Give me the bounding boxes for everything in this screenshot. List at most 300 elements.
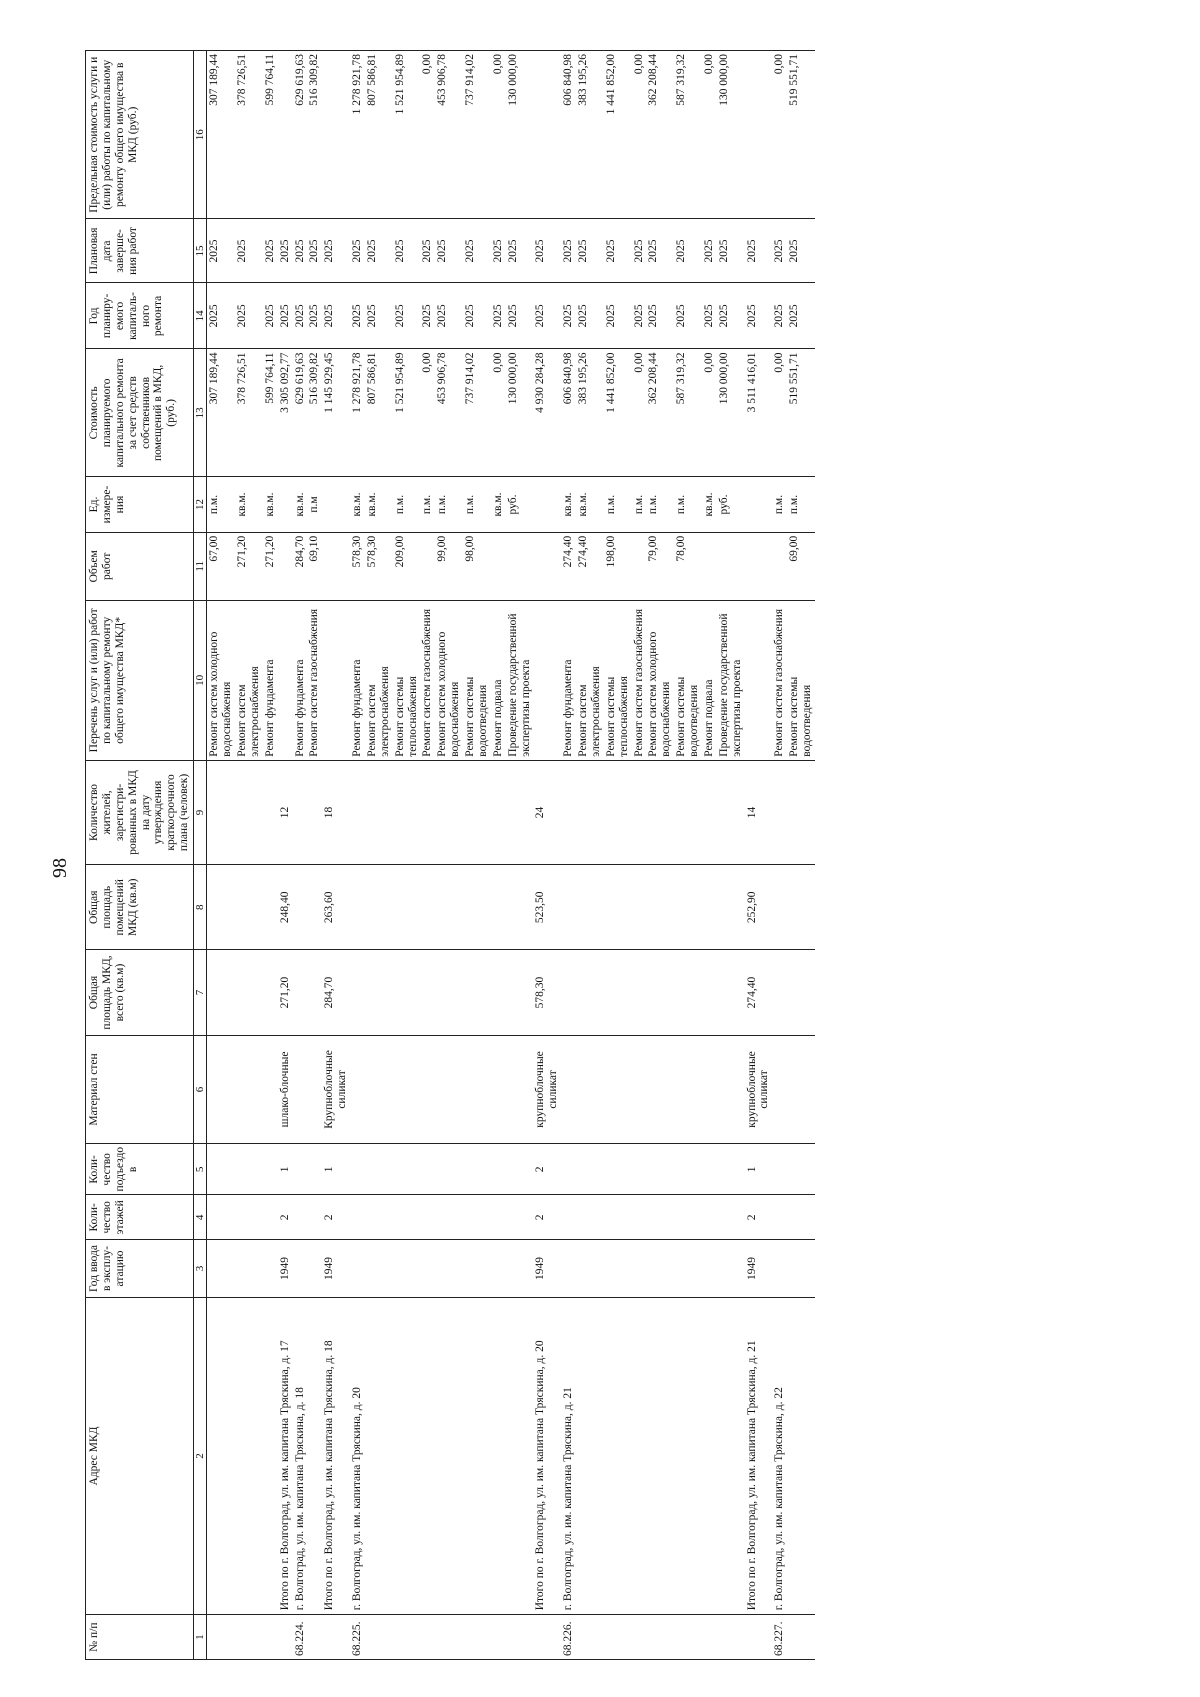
cell-unit: кв.м.	[491, 477, 506, 532]
cell-residents	[561, 760, 576, 864]
cell-total-area	[787, 950, 815, 1035]
cell-max-cost: 378 726,51	[235, 51, 263, 219]
cell-unit: п.м	[307, 477, 322, 532]
cell-planned-cost: 0,00	[702, 349, 717, 477]
cell-row-number	[491, 1615, 506, 1660]
cell-total-area	[772, 950, 787, 1035]
cell-entrances	[674, 1144, 702, 1195]
cell-year-built	[576, 1240, 604, 1298]
cell-work-type	[322, 600, 350, 760]
cell-wall-material	[307, 1035, 322, 1144]
cell-completion-date: 2025	[235, 219, 263, 283]
cell-max-cost: 0,00	[491, 51, 506, 219]
cell-total-area	[646, 950, 674, 1035]
header-num-3: 3	[194, 1240, 207, 1298]
cell-max-cost: 0,00	[702, 51, 717, 219]
cell-residents	[772, 760, 787, 864]
cell-max-cost: 587 319,32	[674, 51, 702, 219]
cell-premises-area	[576, 865, 604, 950]
cell-address: г. Волгоград, ул. им. капитана Тряскина, д. 18	[293, 1297, 308, 1615]
cell-max-cost: 737 914,02	[463, 51, 491, 219]
header-number-row	[194, 51, 207, 1660]
cell-residents	[307, 760, 322, 864]
header-col-15: Плановая дата заверше-ния работ	[86, 219, 194, 283]
header-col-16: Предельная стоимость услуги и (или) работы по капитальному ремонту общего имущества в МКД (руб.)	[86, 51, 194, 219]
cell-wall-material	[235, 1035, 263, 1144]
table-row	[293, 51, 308, 1660]
cell-max-cost: 130 000,00	[717, 51, 745, 219]
cell-completion-date: 2025	[717, 219, 745, 283]
cell-work-type	[745, 600, 773, 760]
cell-work-volume	[772, 532, 787, 600]
cell-completion-date: 2025	[420, 219, 435, 283]
cell-max-cost	[745, 51, 773, 219]
cell-floors	[604, 1195, 632, 1240]
cell-total-area	[506, 950, 534, 1035]
table-row	[533, 51, 561, 1660]
header-num-1: 1	[194, 1615, 207, 1660]
header-num-11: 11	[194, 532, 207, 600]
cell-wall-material	[772, 1035, 787, 1144]
cell-work-volume: 98,00	[463, 532, 491, 600]
cell-row-number	[278, 1615, 293, 1660]
cell-unit: п.м.	[463, 477, 491, 532]
cell-total-area: 284,70	[322, 950, 350, 1035]
cell-max-cost: 807 586,81	[365, 51, 393, 219]
cell-address	[717, 1297, 745, 1615]
cell-completion-date: 2025	[576, 219, 604, 283]
cell-planned-cost: 1 278 921,78	[350, 349, 365, 477]
cell-address	[307, 1297, 322, 1615]
cell-premises-area	[435, 865, 463, 950]
cell-work-type	[278, 600, 293, 760]
cell-floors	[772, 1195, 787, 1240]
header-num-9: 9	[194, 760, 207, 864]
cell-completion-date: 2025	[365, 219, 393, 283]
cell-residents	[632, 760, 647, 864]
header-col-10: Перечень услуг и (или) работ по капитальному ремонту общего имущества МКД*	[86, 600, 194, 760]
cell-floors	[674, 1195, 702, 1240]
cell-work-volume: 274,40	[576, 532, 604, 600]
cell-entrances	[561, 1144, 576, 1195]
cell-unit	[322, 477, 350, 532]
cell-floors: 2	[322, 1195, 350, 1240]
cell-work-volume	[322, 532, 350, 600]
cell-floors	[350, 1195, 365, 1240]
cell-floors	[506, 1195, 534, 1240]
cell-address	[207, 1297, 235, 1615]
cell-wall-material: шлако-блочные	[278, 1035, 293, 1144]
cell-planned-cost: 1 521 954,89	[393, 349, 421, 477]
cell-residents	[263, 760, 278, 864]
cell-planned-year: 2025	[463, 283, 491, 349]
cell-entrances	[506, 1144, 534, 1195]
cell-entrances	[491, 1144, 506, 1195]
cell-residents	[435, 760, 463, 864]
cell-planned-cost: 0,00	[772, 349, 787, 477]
cell-premises-area: 263,60	[322, 865, 350, 950]
table-row	[576, 51, 604, 1660]
cell-year-built	[717, 1240, 745, 1298]
table-row	[263, 51, 278, 1660]
cell-completion-date: 2025	[491, 219, 506, 283]
header-num-4: 4	[194, 1195, 207, 1240]
cell-floors	[307, 1195, 322, 1240]
cell-address: г. Волгоград, ул. им. капитана Тряскина, д. 20	[350, 1297, 365, 1615]
cell-row-number	[463, 1615, 491, 1660]
cell-total-area	[350, 950, 365, 1035]
cell-entrances	[293, 1144, 308, 1195]
table-row	[632, 51, 647, 1660]
cell-year-built	[293, 1240, 308, 1298]
cell-address: Итого по г. Волгоград, ул. им. капитана Тряскина, д. 21	[745, 1297, 773, 1615]
cell-planned-cost: 629 619,63	[293, 349, 308, 477]
cell-year-built	[632, 1240, 647, 1298]
header-col-13: Стоимость планируемого капитального ремонта за счет средств собственников помещений в МКД, (руб.)	[86, 349, 194, 477]
cell-address	[632, 1297, 647, 1615]
cell-unit	[533, 477, 561, 532]
cell-entrances	[463, 1144, 491, 1195]
cell-planned-year: 2025	[365, 283, 393, 349]
cell-entrances	[435, 1144, 463, 1195]
cell-completion-date: 2025	[463, 219, 491, 283]
cell-premises-area	[365, 865, 393, 950]
cell-work-volume: 78,00	[674, 532, 702, 600]
cell-planned-year: 2025	[533, 283, 561, 349]
cell-premises-area	[463, 865, 491, 950]
cell-planned-cost: 307 189,44	[207, 349, 235, 477]
cell-max-cost: 629 619,63	[293, 51, 308, 219]
cell-planned-year: 2025	[491, 283, 506, 349]
cell-premises-area	[561, 865, 576, 950]
cell-planned-year: 2025	[787, 283, 815, 349]
header-label-row	[86, 51, 194, 1660]
cell-planned-cost: 3 305 092,77	[278, 349, 293, 477]
cell-premises-area	[772, 865, 787, 950]
cell-premises-area	[506, 865, 534, 950]
cell-floors	[646, 1195, 674, 1240]
cell-total-area	[235, 950, 263, 1035]
cell-entrances	[646, 1144, 674, 1195]
cell-entrances: 1	[322, 1144, 350, 1195]
cell-address	[787, 1297, 815, 1615]
cell-planned-cost: 0,00	[632, 349, 647, 477]
table-row	[235, 51, 263, 1660]
table-row	[278, 51, 293, 1660]
cell-completion-date: 2025	[702, 219, 717, 283]
cell-wall-material	[350, 1035, 365, 1144]
cell-year-built	[674, 1240, 702, 1298]
cell-wall-material	[787, 1035, 815, 1144]
cell-year-built	[787, 1240, 815, 1298]
cell-work-type: Ремонт системы водоотведения	[787, 600, 815, 760]
cell-floors	[717, 1195, 745, 1240]
cell-total-area	[576, 950, 604, 1035]
cell-planned-year: 2025	[604, 283, 632, 349]
cell-unit: кв.м.	[561, 477, 576, 532]
cell-planned-cost: 737 914,02	[463, 349, 491, 477]
cell-year-built	[420, 1240, 435, 1298]
cell-max-cost: 1 521 954,89	[393, 51, 421, 219]
cell-wall-material: крупноблочные силикат	[533, 1035, 561, 1144]
cell-work-type: Ремонт систем холодного водоснабжения	[435, 600, 463, 760]
cell-floors	[420, 1195, 435, 1240]
cell-completion-date: 2025	[561, 219, 576, 283]
cell-completion-date: 2025	[322, 219, 350, 283]
table-row	[702, 51, 717, 1660]
cell-planned-year: 2025	[263, 283, 278, 349]
cell-address: Итого по г. Волгоград, ул. им. капитана Тряскина, д. 20	[533, 1297, 561, 1615]
cell-entrances	[307, 1144, 322, 1195]
cell-total-area	[420, 950, 435, 1035]
table-row	[646, 51, 674, 1660]
cell-total-area	[393, 950, 421, 1035]
cell-premises-area	[207, 865, 235, 950]
cell-row-number	[702, 1615, 717, 1660]
cell-residents	[365, 760, 393, 864]
cell-unit: п.м.	[772, 477, 787, 532]
cell-row-number	[533, 1615, 561, 1660]
cell-completion-date: 2025	[435, 219, 463, 283]
table-row	[772, 51, 787, 1660]
header-num-8: 8	[194, 865, 207, 950]
cell-wall-material	[576, 1035, 604, 1144]
cell-year-built	[235, 1240, 263, 1298]
cell-work-type: Ремонт фундамента	[293, 600, 308, 760]
table-row	[491, 51, 506, 1660]
cell-address	[435, 1297, 463, 1615]
header-col-4: Коли-чество этажей	[86, 1195, 194, 1240]
repair-plan-table	[85, 50, 815, 1660]
cell-entrances	[207, 1144, 235, 1195]
cell-row-number	[235, 1615, 263, 1660]
cell-unit: п.м.	[646, 477, 674, 532]
cell-completion-date: 2025	[646, 219, 674, 283]
cell-max-cost: 0,00	[420, 51, 435, 219]
cell-max-cost	[322, 51, 350, 219]
cell-year-built	[207, 1240, 235, 1298]
cell-wall-material	[420, 1035, 435, 1144]
cell-work-type: Ремонт подвала	[702, 600, 717, 760]
cell-floors	[561, 1195, 576, 1240]
table-row	[561, 51, 576, 1660]
cell-row-number	[717, 1615, 745, 1660]
cell-planned-year: 2025	[506, 283, 534, 349]
header-num-14: 14	[194, 283, 207, 349]
cell-completion-date: 2025	[207, 219, 235, 283]
header-col-14: Год планиру-емого капиталь-ного ремонта	[86, 283, 194, 349]
cell-total-area	[561, 950, 576, 1035]
cell-planned-year: 2025	[278, 283, 293, 349]
cell-residents: 18	[322, 760, 350, 864]
header-col-7: Общая площадь МКД, всего (кв.м)	[86, 950, 194, 1035]
cell-work-volume	[491, 532, 506, 600]
cell-entrances	[604, 1144, 632, 1195]
table-row	[745, 51, 773, 1660]
table-row	[506, 51, 534, 1660]
cell-max-cost: 453 906,78	[435, 51, 463, 219]
cell-row-number	[207, 1615, 235, 1660]
cell-residents	[787, 760, 815, 864]
cell-work-type: Ремонт систем газоснабжения	[632, 600, 647, 760]
cell-wall-material	[491, 1035, 506, 1144]
cell-work-type: Ремонт систем холодного водоснабжения	[207, 600, 235, 760]
cell-planned-cost: 606 840,98	[561, 349, 576, 477]
cell-work-type: Ремонт фундамента	[350, 600, 365, 760]
header-col-11: Объем работ	[86, 532, 194, 600]
cell-residents	[235, 760, 263, 864]
cell-floors: 2	[533, 1195, 561, 1240]
header-num-13: 13	[194, 349, 207, 477]
cell-address: Итого по г. Волгоград, ул. им. капитана Тряскина, д. 17	[278, 1297, 293, 1615]
cell-row-number	[787, 1615, 815, 1660]
cell-floors	[235, 1195, 263, 1240]
cell-year-built	[350, 1240, 365, 1298]
cell-planned-cost: 516 309,82	[307, 349, 322, 477]
cell-row-number	[674, 1615, 702, 1660]
table-row	[322, 51, 350, 1660]
cell-residents: 12	[278, 760, 293, 864]
cell-premises-area	[393, 865, 421, 950]
cell-total-area	[263, 950, 278, 1035]
cell-planned-year: 2025	[702, 283, 717, 349]
cell-work-volume: 274,40	[561, 532, 576, 600]
cell-wall-material	[561, 1035, 576, 1144]
cell-work-type: Проведение государственной экспертизы проекта	[717, 600, 745, 760]
cell-residents	[506, 760, 534, 864]
cell-entrances	[576, 1144, 604, 1195]
cell-completion-date: 2025	[307, 219, 322, 283]
cell-residents	[576, 760, 604, 864]
cell-residents	[717, 760, 745, 864]
cell-unit: кв.м.	[350, 477, 365, 532]
header-col-3: Год ввода в эксплу-атацию	[86, 1240, 194, 1298]
cell-entrances: 2	[533, 1144, 561, 1195]
cell-premises-area	[420, 865, 435, 950]
cell-completion-date: 2025	[632, 219, 647, 283]
cell-planned-year: 2025	[646, 283, 674, 349]
cell-unit: кв.м.	[263, 477, 278, 532]
cell-work-type: Ремонт систем газоснабжения	[420, 600, 435, 760]
cell-floors: 2	[745, 1195, 773, 1240]
cell-floors	[491, 1195, 506, 1240]
cell-planned-cost: 362 208,44	[646, 349, 674, 477]
cell-premises-area	[717, 865, 745, 950]
cell-premises-area	[491, 865, 506, 950]
cell-completion-date: 2025	[263, 219, 278, 283]
cell-planned-cost: 3 511 416,01	[745, 349, 773, 477]
cell-row-number: 68.224.	[293, 1615, 308, 1660]
cell-unit: кв.м.	[702, 477, 717, 532]
cell-floors	[293, 1195, 308, 1240]
header-num-10: 10	[194, 600, 207, 760]
cell-row-number	[646, 1615, 674, 1660]
cell-max-cost: 130 000,00	[506, 51, 534, 219]
cell-entrances	[632, 1144, 647, 1195]
cell-premises-area	[293, 865, 308, 950]
cell-residents	[604, 760, 632, 864]
cell-work-volume: 99,00	[435, 532, 463, 600]
cell-work-volume: 271,20	[263, 532, 278, 600]
cell-work-volume: 284,70	[293, 532, 308, 600]
cell-total-area	[702, 950, 717, 1035]
table-body	[207, 51, 815, 1660]
header-num-15: 15	[194, 219, 207, 283]
cell-wall-material	[435, 1035, 463, 1144]
cell-year-built	[772, 1240, 787, 1298]
cell-floors	[463, 1195, 491, 1240]
cell-planned-year: 2025	[745, 283, 773, 349]
cell-planned-cost: 1 145 929,45	[322, 349, 350, 477]
cell-wall-material	[365, 1035, 393, 1144]
cell-year-built: 1949	[533, 1240, 561, 1298]
header-num-5: 5	[194, 1144, 207, 1195]
cell-premises-area	[646, 865, 674, 950]
cell-work-volume: 67,00	[207, 532, 235, 600]
table-row	[307, 51, 322, 1660]
cell-work-type: Ремонт системы теплоснабжения	[604, 600, 632, 760]
cell-planned-cost: 587 319,32	[674, 349, 702, 477]
cell-unit: п.м.	[787, 477, 815, 532]
cell-work-type: Ремонт систем газоснабжения	[307, 600, 322, 760]
cell-total-area: 271,20	[278, 950, 293, 1035]
cell-residents	[463, 760, 491, 864]
cell-year-built	[702, 1240, 717, 1298]
cell-premises-area: 252,90	[745, 865, 773, 950]
cell-planned-cost: 0,00	[491, 349, 506, 477]
cell-wall-material	[702, 1035, 717, 1144]
cell-row-number: 68.227.	[772, 1615, 787, 1660]
cell-completion-date: 2025	[393, 219, 421, 283]
cell-unit: п.м.	[207, 477, 235, 532]
cell-work-type: Ремонт систем газоснабжения	[772, 600, 787, 760]
cell-total-area	[463, 950, 491, 1035]
cell-address	[646, 1297, 674, 1615]
cell-unit: п.м.	[393, 477, 421, 532]
cell-planned-year: 2025	[632, 283, 647, 349]
cell-wall-material	[506, 1035, 534, 1144]
cell-max-cost	[278, 51, 293, 219]
cell-premises-area	[350, 865, 365, 950]
cell-floors	[393, 1195, 421, 1240]
cell-residents	[646, 760, 674, 864]
cell-planned-cost: 0,00	[420, 349, 435, 477]
cell-row-number: 68.225.	[350, 1615, 365, 1660]
cell-total-area	[674, 950, 702, 1035]
table-row	[207, 51, 235, 1660]
cell-year-built	[435, 1240, 463, 1298]
table-row	[717, 51, 745, 1660]
cell-planned-year: 2025	[674, 283, 702, 349]
cell-floors	[702, 1195, 717, 1240]
header-col-2: Адрес МКД	[86, 1297, 194, 1615]
table-header	[86, 51, 207, 1660]
cell-work-volume	[745, 532, 773, 600]
table-row	[463, 51, 491, 1660]
cell-work-type: Ремонт подвала	[491, 600, 506, 760]
cell-work-type: Ремонт системы теплоснабжения	[393, 600, 421, 760]
cell-planned-year: 2025	[576, 283, 604, 349]
cell-total-area	[491, 950, 506, 1035]
cell-address	[604, 1297, 632, 1615]
table-row	[674, 51, 702, 1660]
cell-floors	[576, 1195, 604, 1240]
cell-work-volume: 69,00	[787, 532, 815, 600]
cell-address	[506, 1297, 534, 1615]
header-num-16: 16	[194, 51, 207, 219]
cell-entrances: 1	[278, 1144, 293, 1195]
cell-work-type: Ремонт системы водоотведения	[463, 600, 491, 760]
